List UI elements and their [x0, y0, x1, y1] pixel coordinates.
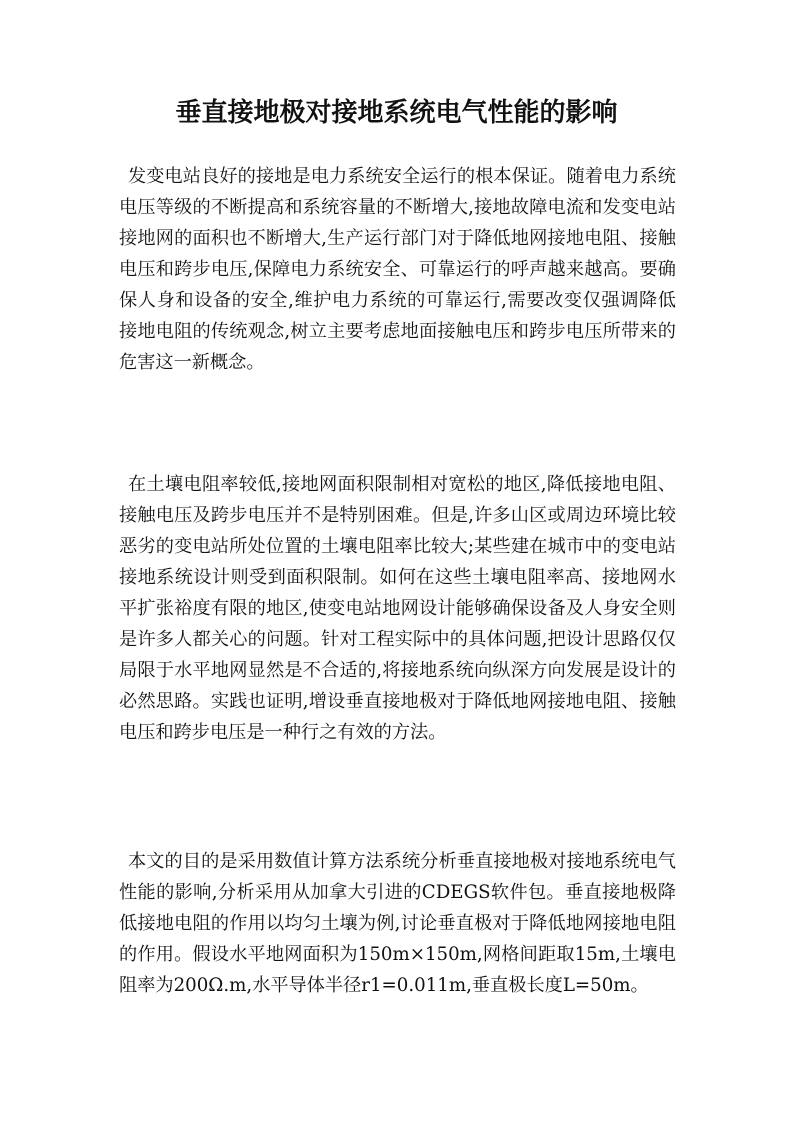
- paragraph-1: 发变电站良好的接地是电力系统安全运行的根本保证。随着电力系统电压等级的不断提高和系统容量的不断增大,接地故障电流和发变电站接地网的面积也不断增大,生产运行部门对于降低地网接地电阻、接触电压和跨步电压,保障电力系统安全、可靠运行的呼声越来越高。要确保人身和设备的安全,维护电力系统的可靠运行,需要改变仅强调降低接地电阻的传统观念,树立主要考虑地面接触电压和跨步电压所带来的危害这一新概念。: [119, 166, 676, 373]
- document-title: 垂直接地极对接地系统电气性能的影响: [175, 98, 618, 128]
- paragraph-2: 在土壤电阻率较低,接地网面积限制相对宽松的地区,降低接地电阻、接触电压及跨步电压并不是特别困难。但是,许多山区或周边环境比较恶劣的变电站所处位置的土壤电阻率比较大;某些建在城市中的变电站接地系统设计则受到面积限制。如何在这些土壤电阻率高、接地网水平扩张裕度有限的地区,使变电站地网设计能够确保设备及人身安全则是许多人都关心的问题。针对工程实际中的具体问题,把设计思路仅仅局限于水平地网显然是不合适的,将接地系统向纵深方向发展是设计的必然思路。实践也证明,增设垂直接地极对于降低地网接地电阻、接触电压和跨步电压是一种行之有效的方法。: [119, 474, 676, 743]
- paragraph-3: 本文的目的是采用数值计算方法系统分析垂直接地极对接地系统电气性能的影响,分析采用从加拿大引进的CDEGS软件包。垂直接地极降低接地电阻的作用以均匀土壤为例,讨论垂直极对于降低地网接地电阻的作用。假设水平地网面积为150m×150m,网格间距取15m,土壤电阻率为200Ω.m,水平导体半径r1=0.011m,垂直极长度L=50m。: [119, 851, 676, 996]
